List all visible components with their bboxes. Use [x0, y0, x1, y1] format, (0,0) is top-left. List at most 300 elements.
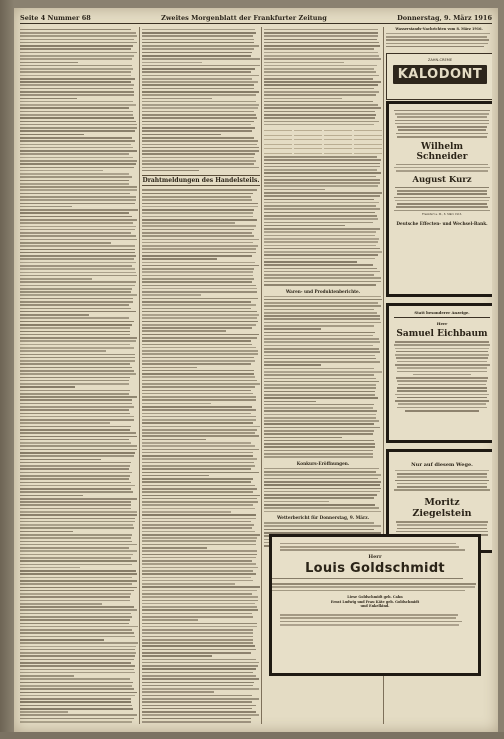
text-line	[20, 596, 130, 598]
text-line	[142, 613, 252, 615]
text-line	[20, 216, 132, 218]
text-line	[142, 150, 259, 152]
text-line	[264, 231, 376, 233]
text-line	[142, 609, 258, 611]
text-line	[142, 62, 202, 64]
text-line	[142, 193, 253, 195]
text-line	[142, 275, 253, 277]
text-line	[394, 110, 489, 112]
text-line	[264, 91, 379, 93]
text-line	[264, 391, 375, 393]
text-line	[397, 136, 487, 138]
text-line	[264, 254, 378, 256]
text-line	[20, 337, 137, 339]
text-line	[20, 150, 137, 152]
masthead	[20, 12, 492, 23]
text-line	[20, 252, 135, 254]
notice-name: August Kurz	[412, 174, 472, 185]
text-line	[395, 364, 490, 366]
text-line	[20, 101, 133, 103]
text-line	[142, 337, 257, 339]
text-line	[395, 200, 488, 202]
text-line	[142, 701, 252, 703]
text-line	[20, 442, 131, 444]
text-line	[264, 507, 379, 509]
text-line	[20, 278, 92, 280]
text-line	[20, 629, 132, 631]
text-line	[264, 420, 379, 422]
text-line	[397, 387, 488, 389]
text-line	[264, 525, 381, 527]
text-line	[142, 642, 253, 644]
text-line	[264, 274, 374, 276]
text-line	[20, 452, 135, 454]
text-line	[20, 498, 137, 500]
text-line	[20, 367, 132, 369]
text-line	[20, 98, 77, 100]
notice-family: Liese Goldschmidt geb. Cahn Ernst Ludwig und Frau Käte geb. Goldschmidt und Enkelkind.	[330, 595, 420, 609]
text-line	[142, 298, 258, 300]
text-line	[20, 495, 83, 497]
text-line	[142, 268, 254, 270]
text-line	[142, 573, 256, 575]
text-line	[264, 58, 381, 60]
text-line	[264, 261, 357, 263]
text-line	[142, 521, 251, 523]
text-line	[142, 42, 254, 44]
text-line	[142, 449, 259, 451]
column-2	[142, 27, 260, 724]
text-line	[280, 614, 458, 616]
text-line	[20, 206, 72, 208]
text-line	[142, 550, 257, 552]
text-line	[20, 147, 133, 149]
text-line	[264, 121, 379, 123]
text-line	[264, 179, 380, 181]
text-line	[20, 711, 68, 713]
text-line	[405, 410, 478, 412]
text-line	[20, 436, 137, 438]
text-line	[142, 206, 258, 208]
text-line	[142, 107, 258, 109]
text-line	[142, 347, 256, 349]
body-text	[142, 189, 260, 724]
text-line	[20, 350, 106, 352]
text-line	[20, 600, 130, 602]
text-line	[264, 351, 380, 353]
text-line	[20, 406, 134, 408]
text-line	[142, 258, 217, 260]
text-line	[20, 209, 138, 211]
text-line	[20, 672, 135, 674]
text-line	[396, 377, 488, 379]
text-line	[264, 511, 381, 513]
notice-text	[394, 341, 490, 412]
text-line	[20, 301, 133, 303]
text-line	[395, 348, 488, 350]
text-line	[142, 242, 253, 244]
text-line	[20, 669, 134, 671]
text-line	[20, 104, 136, 106]
text-line	[142, 373, 254, 375]
text-line	[264, 55, 379, 57]
text-line	[142, 481, 251, 483]
notice-text	[272, 537, 478, 551]
text-line	[264, 361, 380, 363]
text-line	[264, 212, 375, 214]
text-line	[142, 655, 212, 657]
text-line	[20, 590, 134, 592]
text-line	[20, 62, 78, 64]
text-line	[20, 88, 133, 90]
text-line	[142, 248, 256, 250]
text-line	[20, 468, 129, 470]
text-line	[142, 721, 251, 723]
text-line	[386, 33, 490, 35]
text-line	[264, 222, 373, 224]
text-line	[20, 39, 134, 41]
text-line	[142, 222, 235, 224]
text-line	[20, 32, 136, 34]
text-line	[264, 215, 377, 217]
text-line	[20, 396, 137, 398]
text-line	[142, 376, 255, 378]
text-line	[20, 193, 130, 195]
text-line	[20, 413, 130, 415]
text-line	[142, 117, 257, 119]
text-line	[20, 527, 134, 529]
text-line	[142, 39, 254, 41]
text-line	[396, 521, 487, 523]
text-line	[20, 692, 137, 694]
text-line	[264, 368, 374, 370]
text-line	[142, 488, 257, 490]
text-line	[264, 348, 379, 350]
text-line	[20, 409, 129, 411]
text-line	[142, 691, 214, 693]
text-line	[20, 393, 129, 395]
text-line	[142, 255, 252, 257]
text-line	[395, 470, 489, 472]
text-line	[264, 468, 379, 470]
text-line	[20, 127, 137, 129]
text-line	[264, 338, 379, 340]
notice-text	[394, 187, 490, 212]
text-line	[142, 65, 260, 67]
text-line	[264, 156, 377, 158]
text-line	[142, 344, 252, 346]
text-line	[142, 229, 254, 231]
text-line	[142, 153, 255, 155]
text-line	[142, 127, 255, 129]
text-line	[142, 317, 257, 319]
text-line	[394, 167, 490, 169]
text-line	[142, 157, 254, 159]
text-line	[20, 577, 132, 579]
text-line	[20, 157, 133, 159]
text-line	[264, 248, 380, 250]
text-line	[20, 678, 130, 680]
notice-name: Samuel Eichbaum	[396, 329, 488, 339]
text-line	[264, 75, 379, 77]
text-line	[264, 401, 316, 403]
text-line	[395, 400, 488, 402]
text-line	[20, 485, 135, 487]
text-line	[264, 345, 373, 347]
text-line	[20, 459, 101, 461]
text-line	[20, 708, 133, 710]
text-line	[20, 554, 133, 556]
text-line	[142, 626, 257, 628]
text-line	[142, 678, 259, 680]
text-line	[20, 511, 137, 513]
text-line	[20, 705, 132, 707]
text-line	[264, 182, 380, 184]
text-line	[20, 357, 135, 359]
text-line	[395, 120, 490, 122]
text-line	[142, 472, 259, 474]
text-line	[20, 212, 129, 214]
text-line	[264, 235, 375, 237]
text-line	[20, 94, 134, 96]
text-line	[142, 698, 259, 700]
text-line	[142, 498, 257, 500]
text-line	[397, 371, 487, 373]
text-line	[20, 114, 133, 116]
text-line	[142, 140, 258, 142]
text-line	[264, 433, 373, 435]
text-line	[20, 107, 129, 109]
masthead-center: Zweites Morgenblatt der Frankfurter Zeitung	[161, 13, 327, 22]
text-line	[394, 210, 489, 212]
text-line	[142, 567, 258, 569]
text-line	[142, 262, 255, 264]
text-line	[142, 278, 254, 280]
text-line	[142, 560, 252, 562]
text-line	[20, 721, 132, 723]
text-line	[20, 245, 135, 247]
text-line	[142, 475, 209, 477]
text-line	[20, 649, 135, 651]
text-line	[142, 91, 259, 93]
text-line	[20, 665, 135, 667]
text-line	[20, 531, 73, 533]
page-edge-shadow	[0, 0, 14, 739]
text-line	[264, 394, 375, 396]
text-line	[142, 718, 251, 720]
text-line	[20, 655, 135, 657]
text-line	[142, 422, 253, 424]
text-line	[20, 331, 130, 333]
text-line	[264, 218, 378, 220]
text-line	[264, 114, 376, 116]
text-line	[20, 173, 129, 175]
text-line	[397, 116, 487, 118]
text-line	[20, 675, 74, 677]
text-line	[397, 203, 488, 205]
text-line	[20, 45, 133, 47]
text-line	[142, 652, 251, 654]
text-line	[142, 52, 252, 54]
text-line	[397, 528, 487, 530]
text-line	[20, 609, 137, 611]
text-line	[20, 363, 130, 365]
text-line	[20, 288, 132, 290]
text-line	[264, 364, 321, 366]
text-line	[20, 626, 138, 628]
text-line	[264, 381, 379, 383]
text-line	[264, 407, 373, 409]
text-line	[20, 432, 136, 434]
text-line	[20, 403, 132, 405]
text-line	[142, 324, 256, 326]
text-line	[264, 199, 374, 201]
text-line	[264, 124, 374, 126]
text-line	[142, 452, 253, 454]
text-line	[142, 688, 259, 690]
text-line	[264, 284, 376, 286]
text-line	[264, 355, 375, 357]
text-line	[20, 514, 137, 516]
text-line	[142, 527, 252, 529]
text-line	[142, 163, 254, 165]
text-line	[20, 377, 130, 379]
exchange-table	[264, 127, 382, 154]
text-line	[264, 410, 377, 412]
text-line	[395, 113, 490, 115]
text-line	[142, 130, 252, 132]
text-line	[142, 672, 253, 674]
text-line	[142, 357, 254, 359]
text-line	[264, 417, 376, 419]
text-line	[264, 302, 378, 304]
text-line	[396, 357, 488, 359]
text-line	[20, 48, 131, 50]
text-line	[142, 645, 255, 647]
text-line	[20, 58, 132, 60]
text-line	[20, 170, 103, 172]
text-line	[20, 29, 131, 31]
column-divider	[139, 27, 140, 724]
text-line	[397, 397, 486, 399]
text-line	[397, 524, 487, 526]
text-line	[272, 590, 465, 592]
text-line	[20, 419, 134, 421]
text-line	[264, 62, 344, 64]
column-divider	[261, 27, 262, 724]
text-line	[20, 416, 134, 418]
text-line	[20, 619, 130, 621]
text-line	[142, 390, 251, 392]
text-line	[394, 489, 490, 491]
text-line	[20, 380, 129, 382]
text-line	[264, 32, 378, 34]
text-line	[264, 117, 375, 119]
text-line	[397, 486, 486, 488]
notice-herr: Herr	[368, 553, 382, 560]
text-line	[142, 659, 256, 661]
text-line	[20, 714, 137, 716]
text-line	[20, 275, 137, 277]
text-line	[20, 111, 133, 113]
text-line	[264, 318, 380, 320]
text-line	[397, 390, 487, 392]
text-line	[20, 399, 132, 401]
text-line	[20, 534, 132, 536]
text-line	[142, 632, 253, 634]
text-line	[264, 494, 377, 496]
text-line	[20, 134, 84, 136]
text-line	[20, 547, 129, 549]
notice-statt: Statt besonderer Anzeige.	[394, 310, 490, 318]
text-line	[264, 453, 373, 455]
text-line	[142, 334, 259, 336]
text-line	[142, 544, 256, 546]
text-line	[264, 29, 378, 31]
text-line	[142, 570, 253, 572]
text-line	[264, 238, 379, 240]
text-line	[20, 593, 131, 595]
text-line	[397, 367, 488, 369]
text-line	[20, 65, 132, 67]
text-line	[142, 511, 231, 513]
text-line	[20, 465, 130, 467]
text-line	[20, 124, 137, 126]
text-line	[280, 543, 456, 545]
text-line	[264, 111, 375, 113]
text-line	[142, 271, 253, 273]
text-line	[142, 668, 256, 670]
text-line	[397, 476, 488, 478]
text-line	[264, 384, 376, 386]
water-levels	[386, 27, 492, 51]
text-line	[264, 427, 380, 429]
text-line	[20, 71, 131, 73]
text-line	[264, 358, 376, 360]
text-line	[264, 315, 380, 317]
text-line	[142, 383, 260, 385]
text-line	[20, 130, 135, 132]
text-line	[264, 501, 329, 503]
text-line	[142, 518, 256, 520]
text-line	[264, 202, 379, 204]
text-line	[264, 65, 377, 67]
text-line	[264, 456, 373, 458]
text-line	[397, 361, 486, 363]
text-line	[397, 190, 486, 192]
text-line	[142, 593, 252, 595]
text-line	[20, 501, 131, 503]
text-line	[264, 312, 377, 314]
text-line	[20, 203, 135, 205]
text-line	[142, 71, 251, 73]
text-line	[142, 367, 197, 369]
text-line	[397, 126, 488, 128]
text-line	[20, 334, 130, 336]
text-line	[142, 212, 253, 214]
notice-bank: Deutsche Effecten- und Wechsel-Bank.	[396, 221, 488, 227]
text-line	[20, 583, 132, 585]
text-line	[142, 101, 256, 103]
text-line	[142, 216, 253, 218]
text-line	[20, 285, 135, 287]
text-line	[396, 206, 487, 208]
text-line	[264, 48, 374, 50]
text-line	[395, 394, 489, 396]
text-line	[264, 474, 381, 476]
text-line	[142, 98, 212, 100]
text-line	[280, 549, 465, 551]
